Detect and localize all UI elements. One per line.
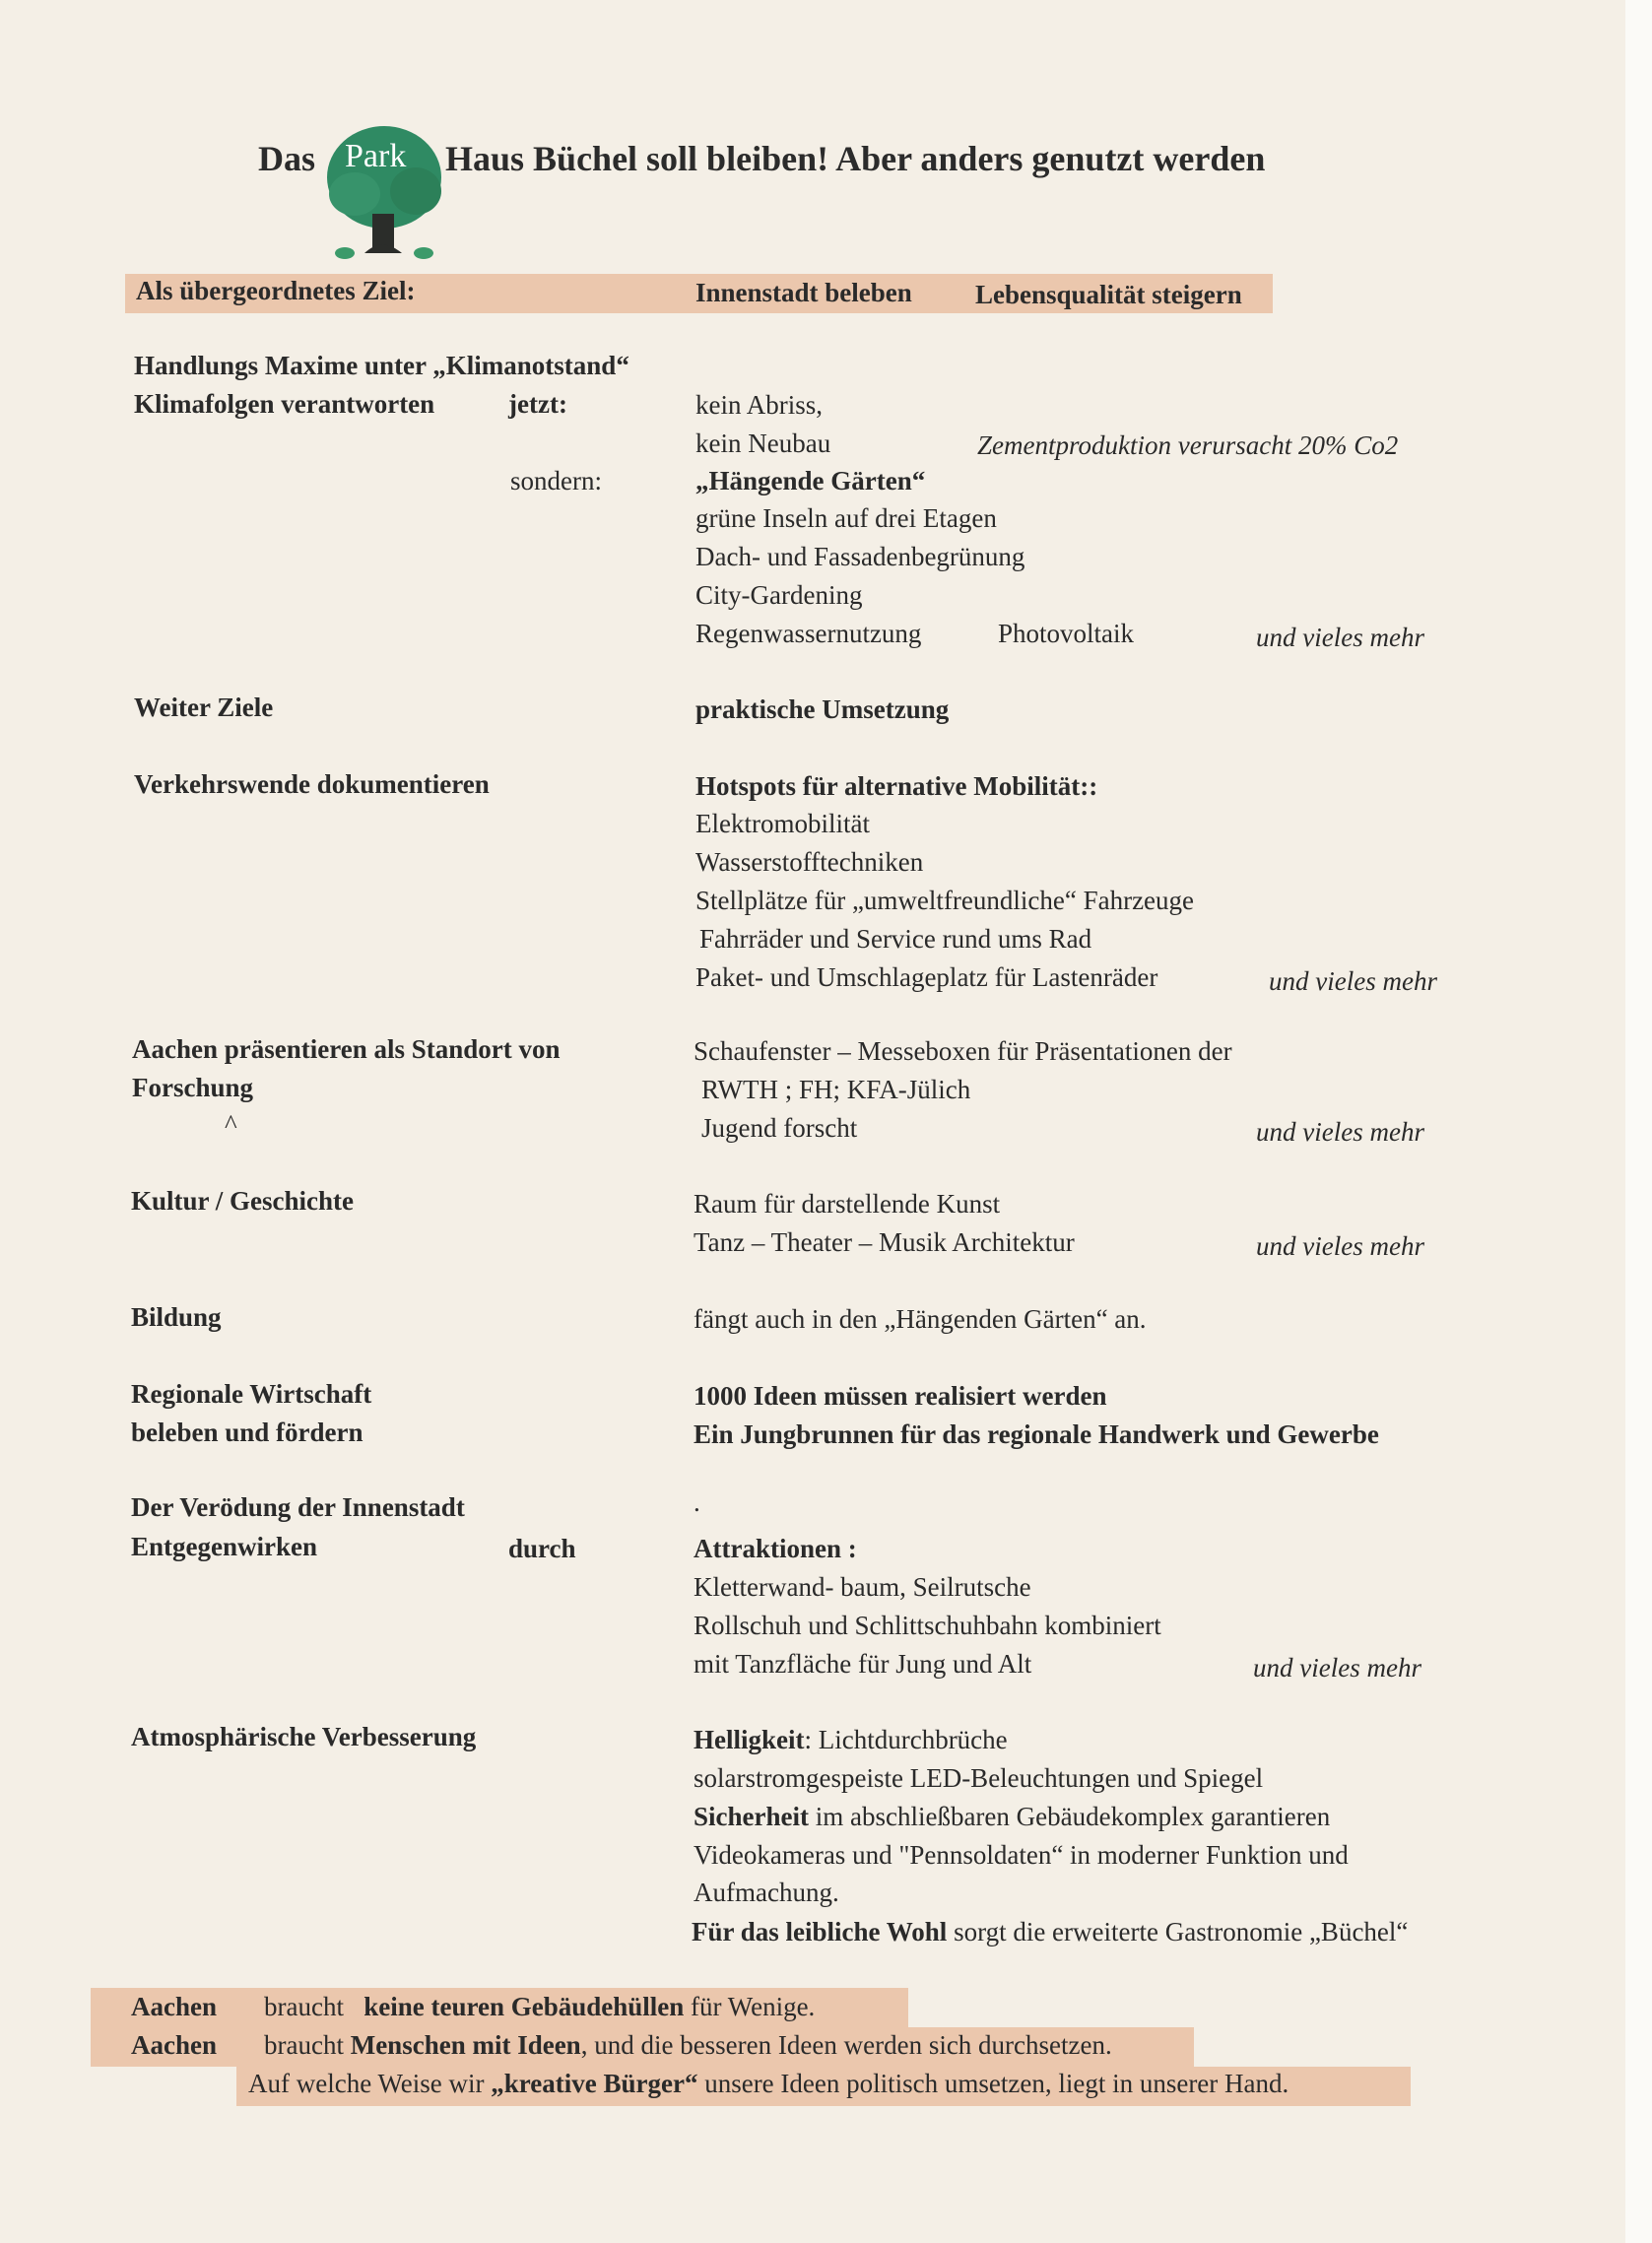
economy-line-2: Ein Jungbrunnen für das regionale Handwerk und Gewerbe (694, 1419, 1379, 1449)
camera-line: Videokameras und "Pennsoldaten“ in moderner Funktion und (694, 1840, 1349, 1870)
and-more-text: und vieles mehr (1256, 1117, 1424, 1147)
through-label: durch (508, 1534, 576, 1563)
mobility-line: Wasserstofftechniken (695, 847, 924, 877)
mobility-title: Hotspots für alternative Mobilität:: (695, 771, 1098, 801)
education-label: Bildung (131, 1302, 222, 1332)
caret-mark: ^ (225, 1109, 237, 1139)
culture-line: Tanz – Theater – Musik Architektur (694, 1227, 1075, 1257)
mobility-line: Fahrräder und Service rund ums Rad (699, 924, 1092, 954)
closing-line-1: braucht keine teuren Gebäudehüllen für Wenige. (264, 1992, 816, 2021)
closing-line-3: Auf welche Weise wir „kreative Bürger“ unsere Ideen politisch umsetzen, liegt in unserer Hand. (248, 2069, 1289, 2098)
goal-item-1: Innenstadt beleben (695, 278, 912, 307)
climate-line: City-Gardening (695, 580, 863, 610)
and-more-text: und vieles mehr (1256, 623, 1424, 652)
economy-line-1: 1000 Ideen müssen realisiert werden (694, 1381, 1107, 1411)
gastronomy-line: Für das leibliche Wohl sorgt die erweiterte Gastronomie „Büchel“ (692, 1917, 1409, 1946)
further-goals-label: Weiter Ziele (134, 693, 274, 722)
goal-label: Als übergeordnetes Ziel: (136, 276, 416, 305)
climate-line: grüne Inseln auf drei Etagen (695, 503, 997, 533)
culture-label: Kultur / Geschichte (131, 1186, 354, 1216)
climate-line: Dach- und Fassadenbegrünung (695, 542, 1025, 571)
closing-aachen-2: Aachen (131, 2030, 217, 2060)
hanging-gardens-title: „Hängende Gärten“ (695, 466, 926, 495)
climate-subheading: Klimafolgen verantworten (134, 389, 435, 419)
closing-line-2: braucht Menschen mit Ideen, und die besseren Ideen werden sich durchsetzen. (264, 2030, 1112, 2060)
cement-note: Zementproduktion verursacht 20% Co2 (977, 430, 1399, 460)
traffic-label: Verkehrswende dokumentieren (134, 769, 490, 799)
rainwater-text: Regenwassernutzung (695, 619, 922, 648)
economy-label-2: beleben und fördern (131, 1418, 363, 1447)
research-line: Jugend forscht (701, 1113, 858, 1143)
desolation-label: Der Verödung der Innenstadt (131, 1492, 465, 1522)
research-line: Schaufenster – Messeboxen für Präsentationen der (694, 1036, 1232, 1066)
culture-line: Raum für darstellende Kunst (694, 1189, 1001, 1219)
atmosphere-label: Atmosphärische Verbesserung (131, 1722, 477, 1751)
appearance-line: Aufmachung. (694, 1878, 839, 1907)
and-more-text: und vieles mehr (1269, 966, 1437, 996)
attraction-line: Kletterwand- baum, Seilrutsche (694, 1572, 1031, 1602)
closing-aachen-1: Aachen (131, 1992, 217, 2021)
attraction-line: Rollschuh und Schlittschuhbahn kombiniert (694, 1611, 1161, 1640)
now-label: jetzt: (508, 389, 567, 419)
research-label-2: Forschung (132, 1073, 254, 1102)
title-das: Das (258, 139, 316, 178)
mobility-line: Elektromobilität (695, 809, 870, 838)
led-line: solarstromgespeiste LED-Beleuchtungen und Spiegel (694, 1763, 1264, 1793)
mobility-line: Paket- und Umschlageplatz für Lastenräder (695, 962, 1158, 992)
safety-line: Sicherheit im abschließbaren Gebäudekomplex garantieren (694, 1802, 1331, 1831)
attraction-line: mit Tanzfläche für Jung und Alt (694, 1649, 1032, 1679)
photovoltaic-text: Photovoltaik (998, 619, 1135, 648)
practical-implementation: praktische Umsetzung (695, 694, 950, 724)
climate-heading: Handlungs Maxime unter „Klimanotstand“ (134, 351, 629, 380)
research-label: Aachen präsentieren als Standort von (132, 1034, 561, 1064)
goal-item-2: Lebensqualität steigern (975, 280, 1242, 309)
attractions-title: Attraktionen : (694, 1534, 857, 1563)
now-item-1: kein Abriss, (695, 390, 824, 420)
research-line: RWTH ; FH; KFA-Jülich (701, 1075, 971, 1104)
page-edge (1625, 0, 1652, 2243)
page-title: Haus Büchel soll bleiben! Aber anders genutzt werden (445, 139, 1266, 178)
economy-label: Regionale Wirtschaft (131, 1379, 372, 1409)
mobility-line: Stellplätze für „umweltfreundliche“ Fahrzeuge (695, 886, 1195, 915)
brightness-line: Helligkeit: Lichtdurchbrüche (694, 1725, 1008, 1754)
education-text: fängt auch in den „Hängenden Gärten“ an. (694, 1304, 1147, 1334)
desolation-label-2: Entgegenwirken (131, 1532, 317, 1561)
now-item-2: kein Neubau (695, 429, 831, 458)
instead-label: sondern: (510, 466, 602, 495)
stray-dot: . (694, 1487, 700, 1517)
and-more-text: und vieles mehr (1253, 1653, 1421, 1682)
title-park: Park (345, 138, 407, 174)
and-more-text: und vieles mehr (1256, 1231, 1424, 1261)
